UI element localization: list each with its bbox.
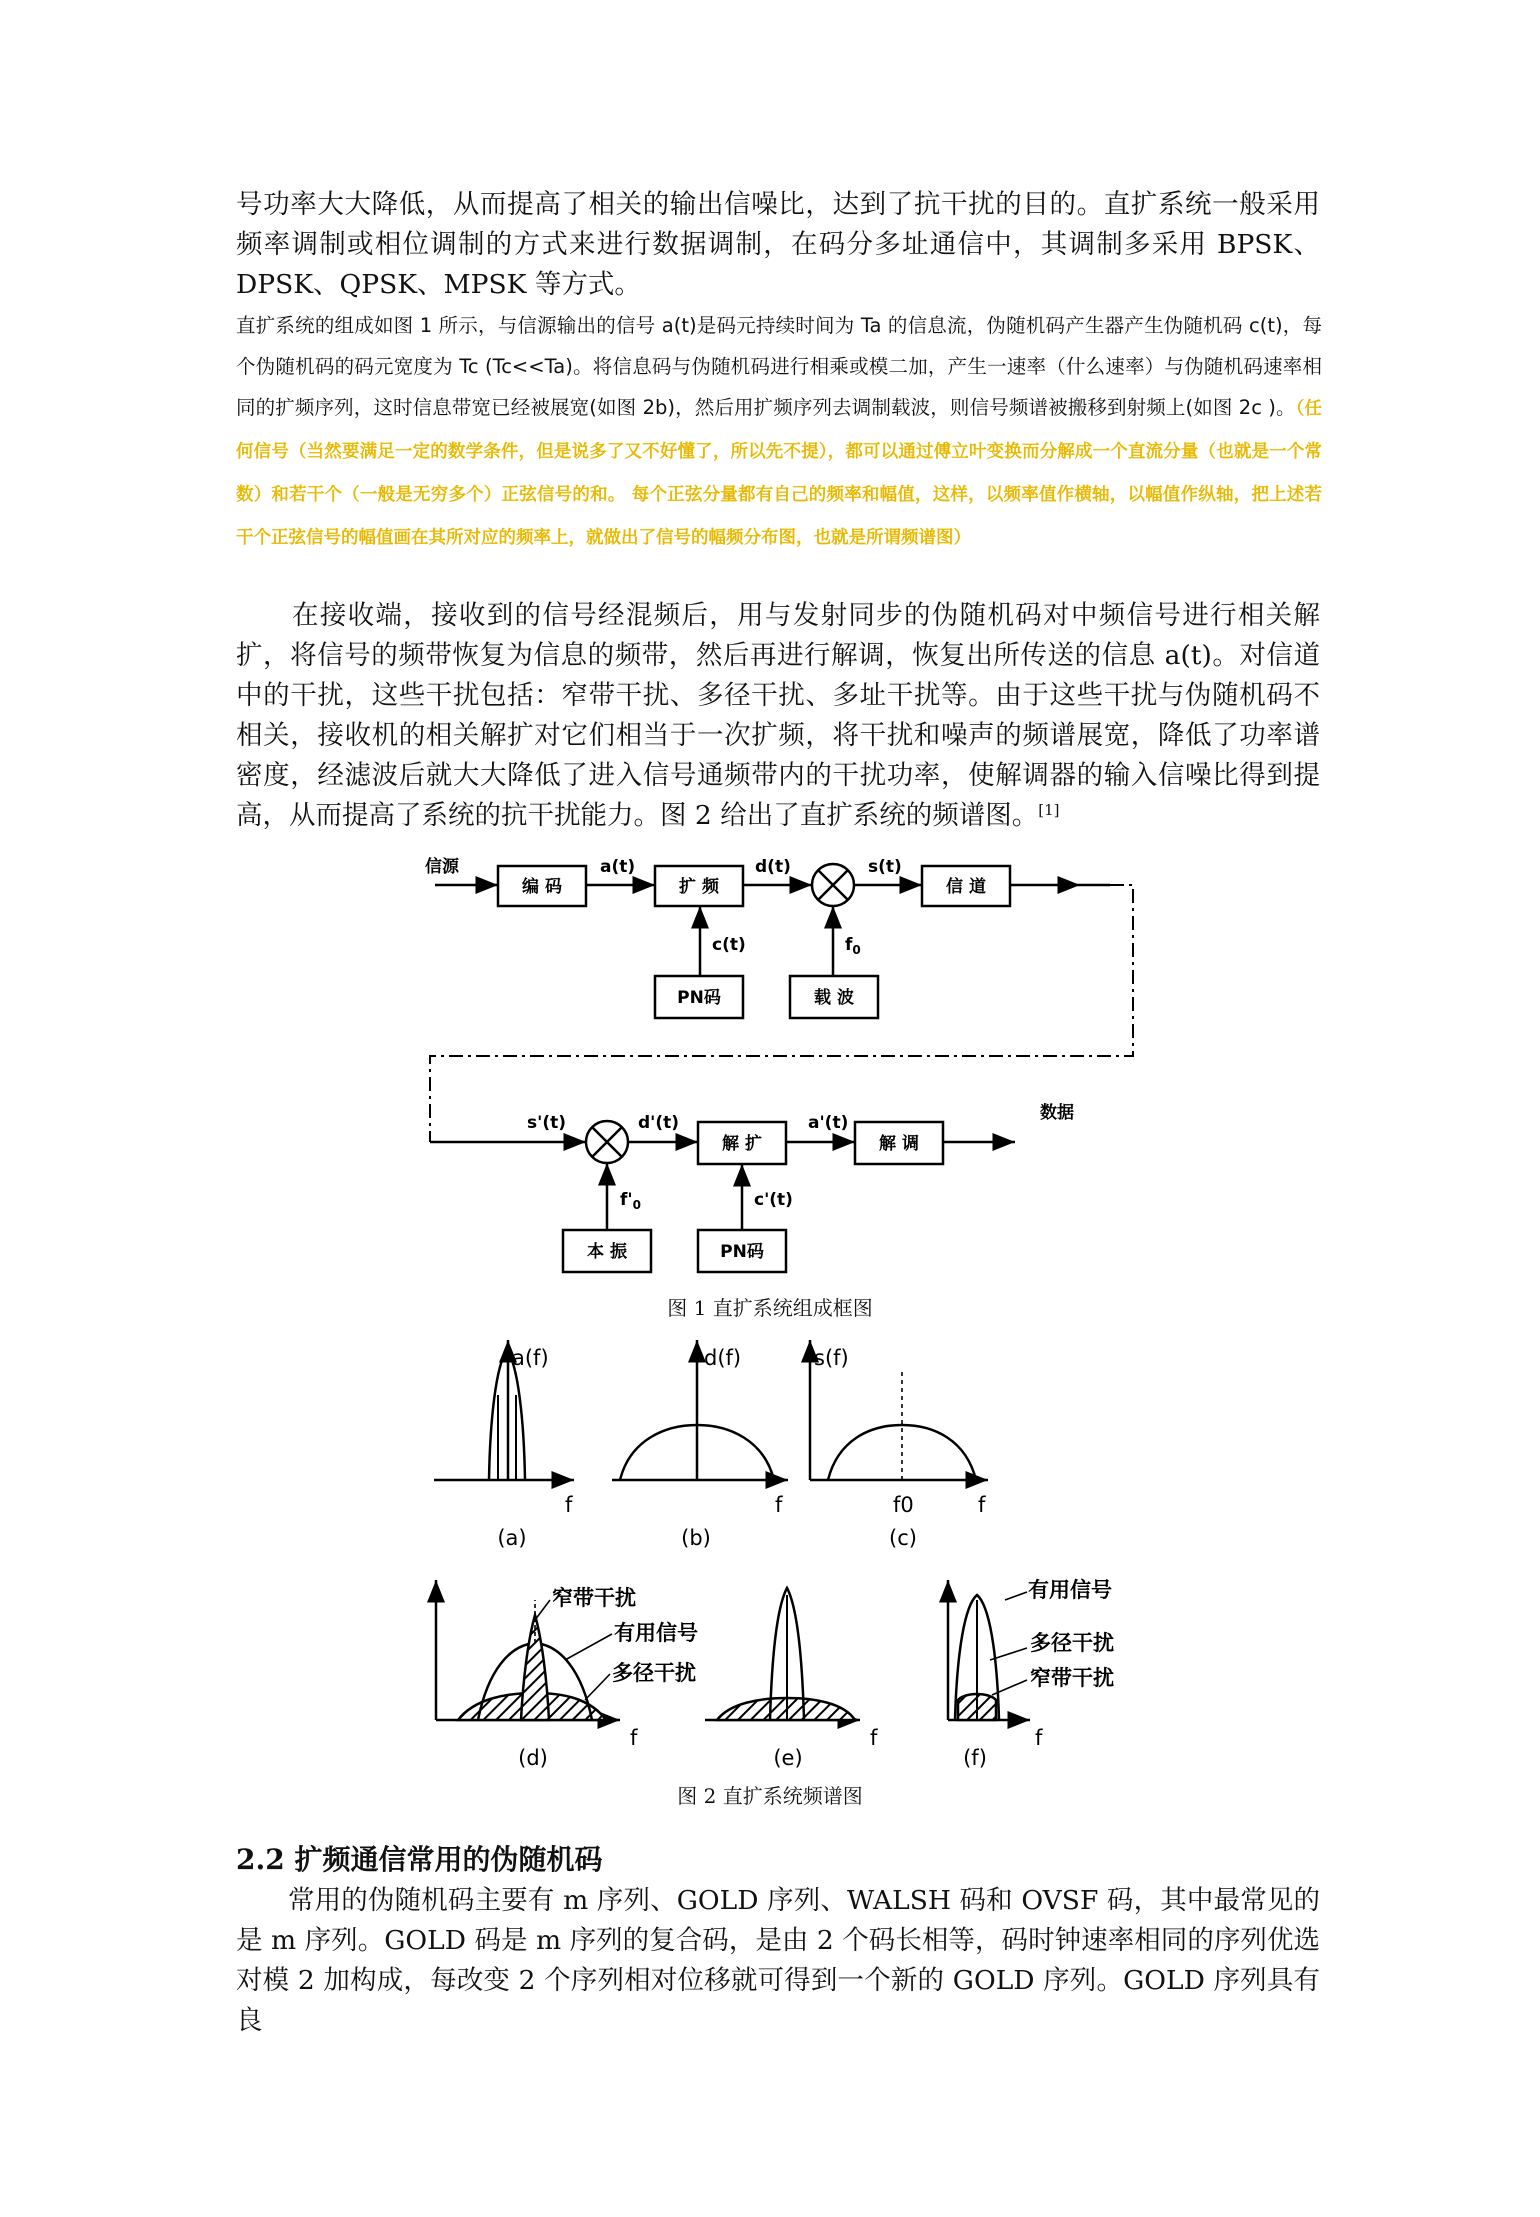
- axis-f-f: f: [1035, 1726, 1043, 1750]
- reference-mark: [1]: [1038, 801, 1060, 819]
- spectrum-d-narrowband: [521, 1615, 549, 1720]
- label-channel: 信 道: [946, 877, 986, 897]
- label-spread: 扩 频: [679, 877, 719, 897]
- label-source: 信源: [425, 857, 459, 877]
- label-d-multipath: 多径干扰: [612, 1661, 696, 1685]
- label-a-f: a(f): [512, 1346, 549, 1370]
- axis-f-e: f: [870, 1726, 878, 1750]
- label-demod: 解 调: [879, 1134, 919, 1154]
- label-d-useful: 有用信号: [614, 1621, 698, 1645]
- axis-f-d: f: [630, 1726, 638, 1750]
- caption-a: (a): [497, 1526, 527, 1550]
- axis-f0-c: f0: [893, 1493, 914, 1517]
- caption-f: (f): [963, 1746, 987, 1770]
- composition-text: 直扩系统的组成如图 1 所示，与信源输出的信号 a(t)是码元持续时间为 Ta 的信息流，伪随机码产生器产生伪随机码 c(t)，每个伪随机码的码元宽度为 Tc (Tc<<Ta)。将信息码与伪随机码进行相乘或模二加，产生一速率（什么速率）与伪随机码速率相同的扩频序列，这时信息带宽已经被展宽(如图 2b)，然后用扩频序列去调制载波，则信号频谱被搬移到射频上(如图 2c )。: [236, 314, 1322, 419]
- figure-2-spectra: [0, 1320, 1540, 1770]
- label-pn-tx: PN码: [677, 988, 721, 1008]
- paragraph-pn-codes: 常用的伪随机码主要有 m 序列、GOLD 序列、WALSH 码和 OVSF 码，其中最常见的是 m 序列。GOLD 码是 m 序列的复合码，是由 2 个码长相等，码时钟速率相同的序列优选对模 2 加构成，每改变 2 个序列相对位移就可得到一个新的 GOLD 序列。GOLD 序列具有良: [236, 1885, 1320, 2036]
- label-d-f: d(f): [704, 1346, 742, 1370]
- caption-c: (c): [889, 1526, 917, 1550]
- label-s-t: s(t): [868, 857, 902, 877]
- fourier-note: （任何信号（当然要满足一定的数学条件，但是说多了又不好懂了，所以先不提），都可以通过傅立叶变换而分解成一个直流分量（也就是一个常数）和若干个（一般是无穷多个）正弦信号的和。 每个正弦分量都有自己的频率和幅值，这样，以频率值作横轴，以幅值作纵轴，把上述若干个正弦信号的幅值画在其所对应的频率上，就做出了信号的幅频分布图，也就是所谓频谱图）: [236, 399, 1322, 548]
- receiver-text: 在接收端，接收到的信号经混频后，用与发射同步的伪随机码对中频信号进行相关解扩，将信号的频带恢复为信息的频带，然后再进行解调，恢复出所传送的信息 a(t)。对信道中的干扰，这些干扰包括：窄带干扰、多径干扰、多址干扰等。由于这些干扰与伪随机码不相关，接收机的相关解扩对它们相当于一次扩频，将干扰和噪声的频谱展宽，降低了功率谱密度，经滤波后就大大降低了进入信号通频带内的干扰功率，使解调器的输入信噪比得到提高，从而提高了系统的抗干扰能力。图 2 给出了直扩系统的频谱图。: [236, 600, 1320, 831]
- label-carrier: 载 波: [814, 988, 854, 1008]
- label-data: 数据: [1040, 1103, 1074, 1123]
- label-encode: 编 码: [522, 877, 562, 897]
- label-s-f: s(f): [814, 1346, 849, 1370]
- caption-e: (e): [773, 1746, 803, 1770]
- label-rx-a: a'(t): [808, 1113, 849, 1133]
- caption-d: (d): [518, 1746, 548, 1770]
- figure-1-caption: 图 1 直扩系统组成框图: [667, 1296, 873, 1320]
- label-f-multipath: 多径干扰: [1030, 1631, 1114, 1655]
- axis-f-a: f: [565, 1493, 573, 1517]
- label-pn-rx: PN码: [720, 1242, 764, 1262]
- label-local-osc: 本 振: [587, 1242, 627, 1262]
- label-rx-f0: $f'_0$: [620, 1190, 641, 1212]
- figure-2-caption: 图 2 直扩系统频谱图: [677, 1784, 863, 1808]
- section-heading: 2.2 扩频通信常用的伪随机码: [236, 1843, 603, 1876]
- label-a-t: a(t): [600, 857, 636, 877]
- label-f-narrowband: 窄带干扰: [1030, 1666, 1114, 1690]
- label-despread: 解 扩: [722, 1134, 762, 1154]
- label-d-t: d(t): [755, 857, 791, 877]
- label-d-narrowband: 窄带干扰: [552, 1586, 636, 1610]
- label-rx-s: s'(t): [527, 1113, 566, 1133]
- caption-b: (b): [681, 1526, 711, 1550]
- axis-f-c: f: [978, 1493, 986, 1517]
- label-f-useful: 有用信号: [1028, 1578, 1112, 1602]
- paragraph-intro: 号功率大大降低，从而提高了相关的输出信噪比，达到了抗干扰的目的。直扩系统一般采用频率调制或相位调制的方式来进行数据调制，在码分多址通信中，其调制多采用 BPSK、DPSK、QPSK、MPSK 等方式。: [236, 189, 1320, 300]
- label-f0: $f_0$: [845, 935, 861, 957]
- axis-f-b: f: [775, 1493, 783, 1517]
- label-rx-d: d'(t): [638, 1113, 680, 1133]
- label-c-t: c(t): [712, 935, 746, 955]
- label-rx-c: c'(t): [754, 1190, 793, 1210]
